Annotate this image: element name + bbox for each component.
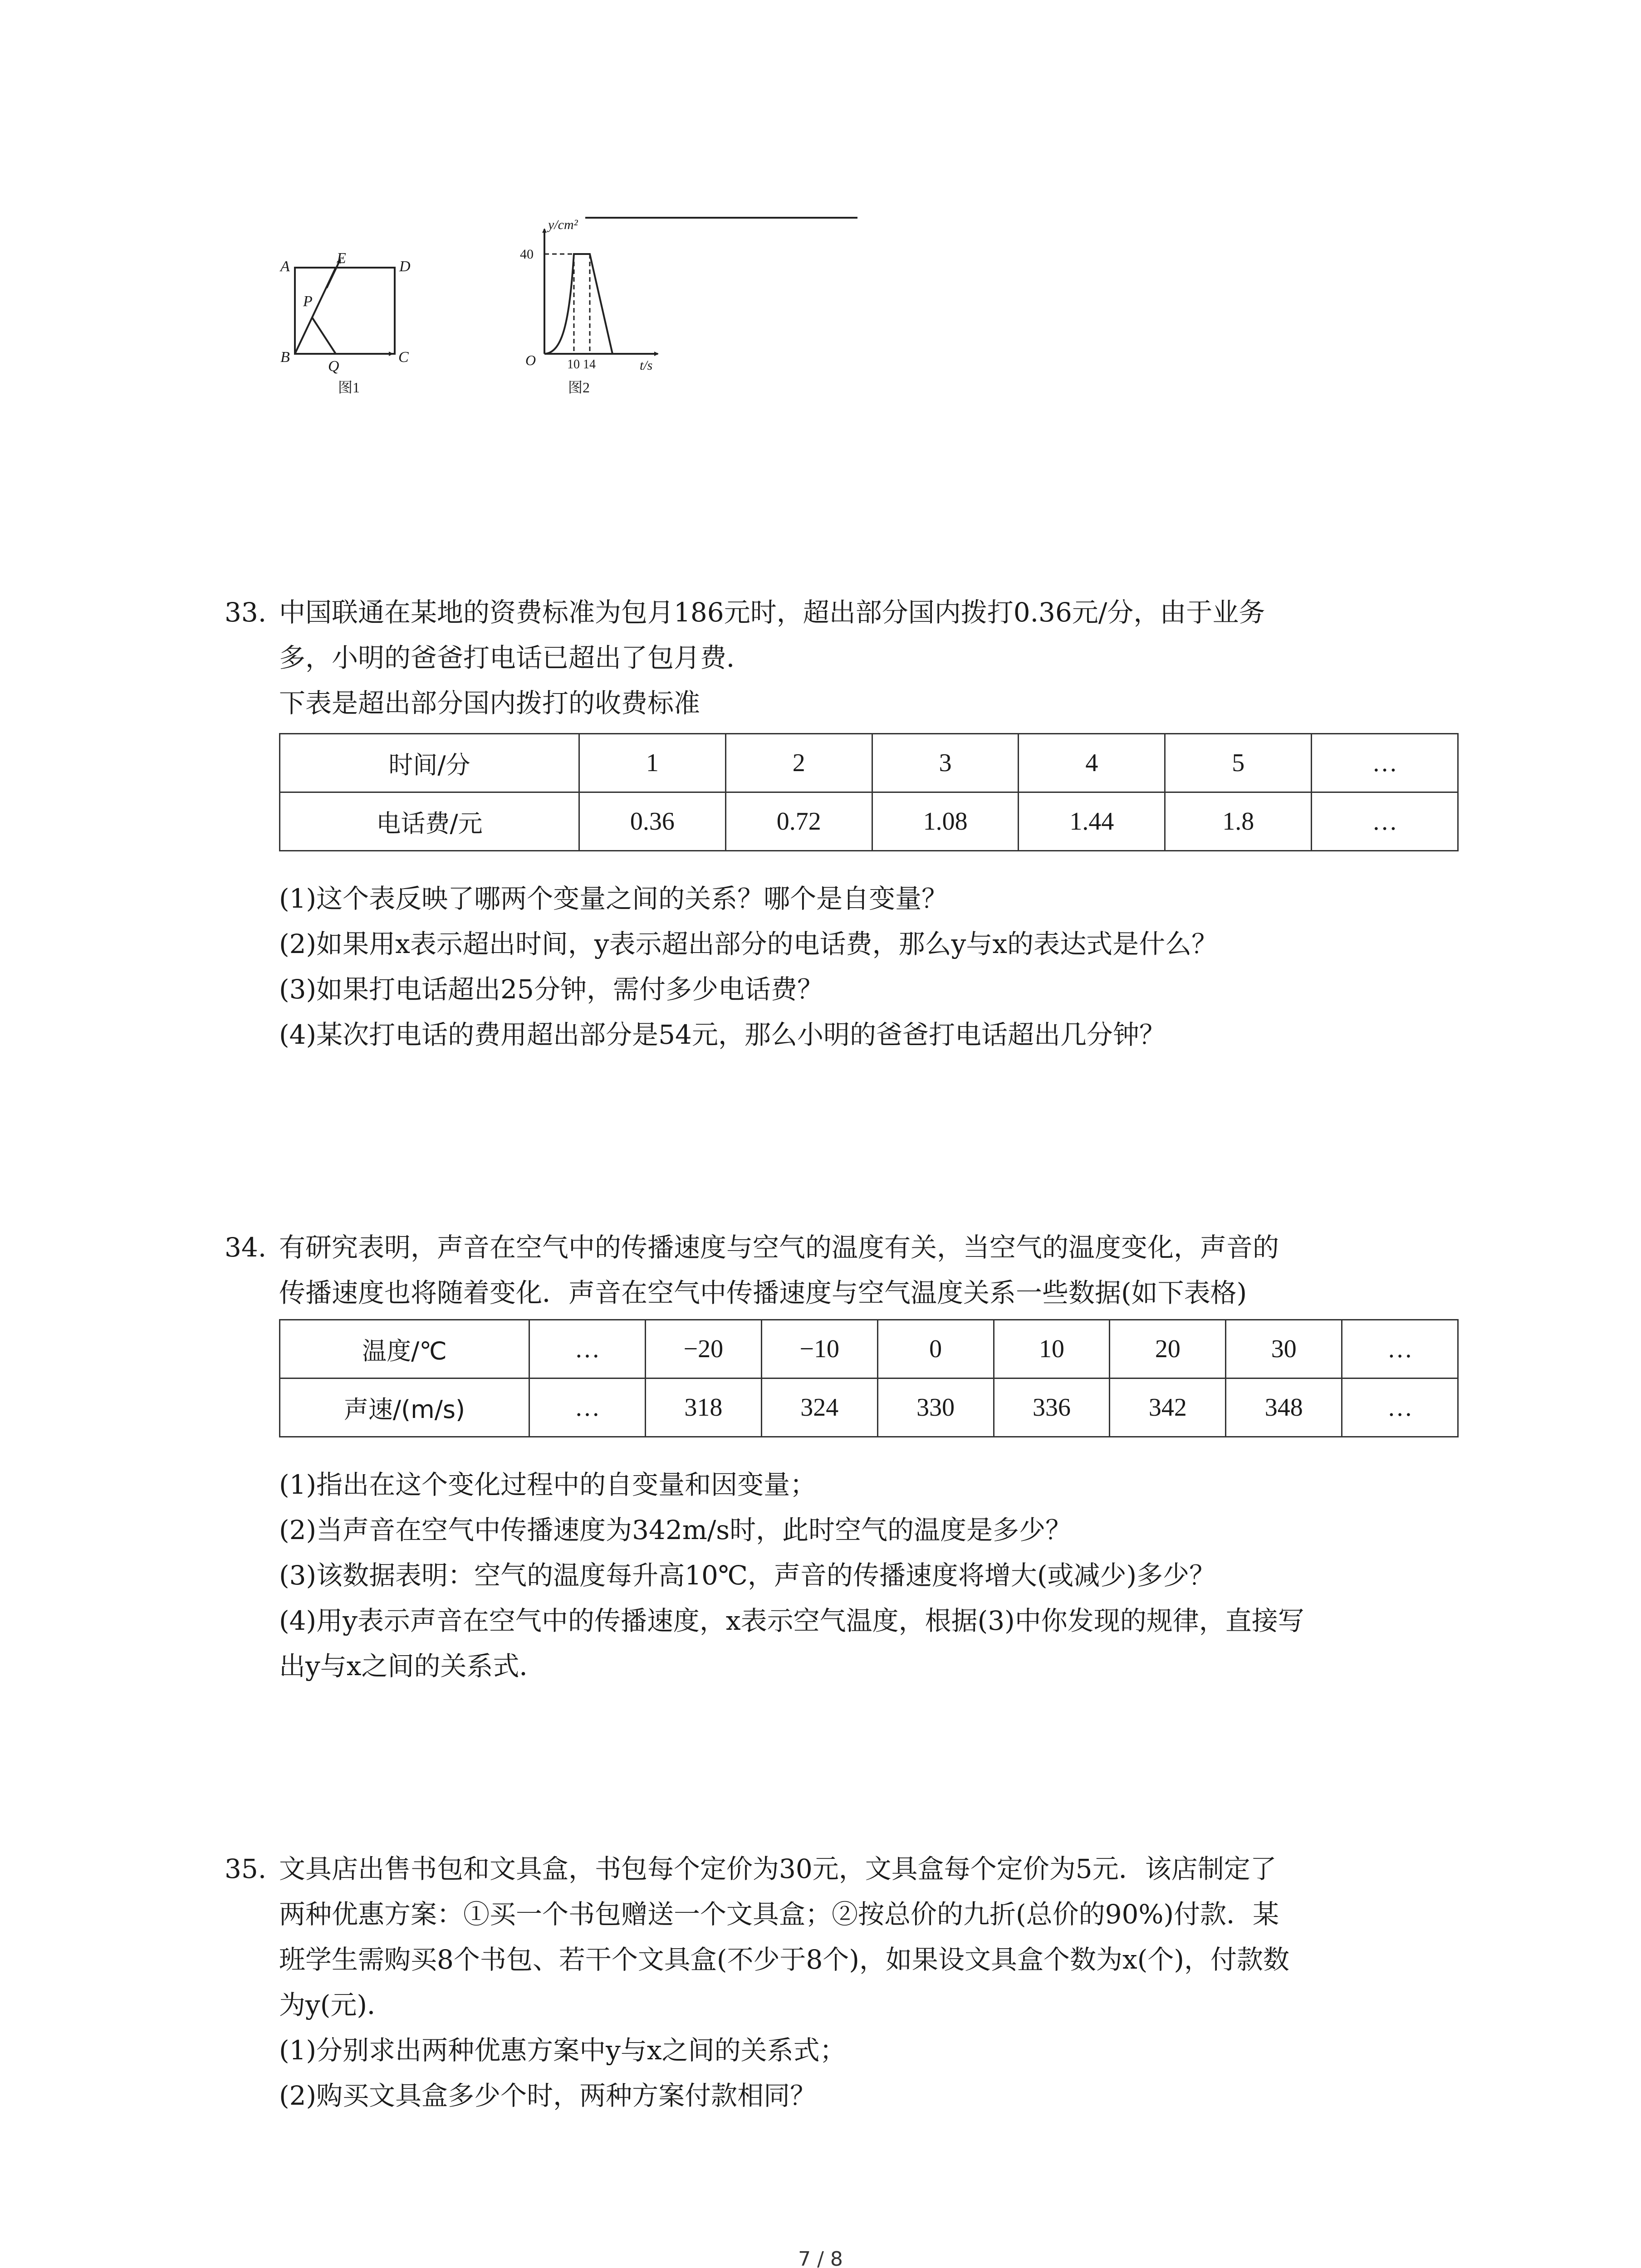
- caption-fig2: 图2: [568, 379, 590, 396]
- q33-cell: …: [1312, 734, 1458, 792]
- q34-cell: 342: [1110, 1378, 1226, 1437]
- question-33: [225, 590, 1468, 1057]
- q33-table: [279, 733, 1459, 851]
- q34-text-1: 有研究表明，声音在空气中的传播速度与空气的温度有关，当空气的温度变化，声音的: [279, 1232, 1279, 1263]
- q34-sub-2: (2)当声音在空气中传播速度为342m/s时，此时空气的温度是多少？: [279, 1515, 1072, 1545]
- q35-line-1: [225, 1846, 1468, 1892]
- q33-cell: …: [1312, 792, 1458, 851]
- q33-cell: 0.36: [579, 792, 726, 851]
- q33-table-data-row: [280, 792, 1458, 851]
- label-d: D: [399, 258, 411, 275]
- label-q: Q: [328, 358, 339, 375]
- q33-cell: 4: [1019, 734, 1165, 792]
- q33-cell: 时间/分: [280, 734, 579, 792]
- q33-cell: 1: [579, 734, 726, 792]
- q33-sub-1: (1)这个表反映了哪两个变量之间的关系？哪个是自变量？: [279, 883, 948, 914]
- q34-cell: 30: [1226, 1320, 1342, 1378]
- x-axis-label: t/s: [640, 358, 653, 373]
- q33-cell: 1.08: [872, 792, 1019, 851]
- label-c: C: [398, 349, 409, 366]
- q34-cell: 温度/℃: [280, 1320, 529, 1378]
- q33-sub-3: (3)如果打电话超出25分钟，需付多少电话费？: [279, 974, 823, 1005]
- q35-number: 35.: [225, 1853, 267, 1884]
- q34-line-1: [225, 1225, 1468, 1270]
- y-axis-label: y/cm²: [548, 217, 578, 232]
- q33-table-header-row: [280, 734, 1458, 792]
- q35-line-4: 为y(元)．: [279, 1989, 394, 2020]
- q33-line-1: [225, 590, 1468, 635]
- label-b: B: [280, 349, 290, 366]
- x-ticks: 10 14: [567, 357, 596, 371]
- q34-table: [279, 1319, 1459, 1437]
- segment-pq: [312, 318, 336, 354]
- q34-cell: …: [529, 1320, 646, 1378]
- figure-diagrams: [263, 209, 898, 408]
- figure-2: [520, 217, 658, 396]
- figures: [263, 209, 898, 408]
- q33-cell: 电话费/元: [280, 792, 579, 851]
- q33-number: 33.: [225, 597, 267, 628]
- q34-cell: −20: [645, 1320, 761, 1378]
- q34-sub-1: (1)指出在这个变化过程中的自变量和因变量；: [279, 1469, 817, 1500]
- q34-cell: 324: [761, 1378, 877, 1437]
- q33-cell: 3: [872, 734, 1019, 792]
- q34-sub-3: (3)该数据表明：空气的温度每升高10℃，声音的传播速度将增大(或减少)多少？: [279, 1560, 1216, 1591]
- q34-cell: −10: [761, 1320, 877, 1378]
- q33-cell: 5: [1165, 734, 1312, 792]
- q34-cell: 336: [994, 1378, 1110, 1437]
- q34-cell: 318: [645, 1378, 761, 1437]
- figure-1: [279, 250, 411, 396]
- q34-sub-4-cont: 出y与x之间的关系式．: [279, 1651, 546, 1681]
- origin-label: O: [525, 352, 536, 368]
- caption-fig1: 图1: [338, 379, 360, 396]
- q35-line-3: 班学生需购买8个书包、若干个文具盒(不少于8个)，如果设文具盒个数为x(个)，付款数: [279, 1944, 1290, 1975]
- q33-text-1: 中国联通在某地的资费标准为包月186元时，超出部分国内拨打0.36元/分，由于业务: [279, 597, 1265, 628]
- q34-cell: …: [1342, 1378, 1458, 1437]
- label-p: P: [303, 293, 313, 310]
- q35-sub-2: (2)购买文具盒多少个时，两种方案付款相同？: [279, 2080, 817, 2111]
- q34-table-header-row: [280, 1320, 1458, 1378]
- q33-cell: 0.72: [725, 792, 872, 851]
- page-number: 7 / 8: [798, 2248, 843, 2268]
- question-34: [225, 1225, 1468, 1689]
- q34-cell: 330: [877, 1378, 994, 1437]
- q33-cell: 1.44: [1019, 792, 1165, 851]
- q33-cell: 1.8: [1165, 792, 1312, 851]
- y-tick-40: 40: [520, 247, 534, 262]
- q33-sub-4: (4)某次打电话的费用超出部分是54元，那么小明的爸爸打电话超出几分钟？: [279, 1019, 1166, 1050]
- q35-line-2: 两种优惠方案：①买一个书包赠送一个文具盒；②按总价的九折(总价的90%)付款．某: [279, 1899, 1279, 1930]
- q35-text-1: 文具店出售书包和文具盒，书包每个定价为30元，文具盒每个定价为5元．该店制定了: [279, 1853, 1277, 1884]
- label-e: E: [337, 250, 346, 267]
- q34-cell: 348: [1226, 1378, 1342, 1437]
- q34-sub-4: (4)用y表示声音在空气中的传播速度，x表示空气温度，根据(3)中你发现的规律，直接写: [279, 1605, 1304, 1636]
- q34-cell: 声速/(m/s): [280, 1378, 529, 1437]
- q33-line-3: 下表是超出部分国内拨打的收费标准: [279, 688, 700, 719]
- q33-line-2: 多，小明的爸爸打电话已超出了包月费．: [279, 642, 753, 673]
- question-35: [225, 1846, 1468, 2118]
- q34-cell: 0: [877, 1320, 994, 1378]
- label-a: A: [280, 258, 290, 275]
- q34-cell: 10: [994, 1320, 1110, 1378]
- q34-table-data-row: [280, 1378, 1458, 1437]
- q33-sub-2: (2)如果用x表示超出时间，y表示超出部分的电话费，那么y与x的表达式是什么？: [279, 929, 1218, 959]
- q33-cell: 2: [725, 734, 872, 792]
- rectangle-abcd: [295, 268, 395, 354]
- area-curve: [544, 254, 612, 354]
- q34-number: 34.: [225, 1232, 267, 1263]
- q34-cell: 20: [1110, 1320, 1226, 1378]
- q34-line-2: 传播速度也将随着变化．声音在空气中传播速度与空气温度关系一些数据(如下表格): [279, 1277, 1247, 1308]
- q34-cell: …: [529, 1378, 646, 1437]
- q35-sub-1: (1)分别求出两种优惠方案中y与x之间的关系式；: [279, 2035, 846, 2066]
- q34-cell: …: [1342, 1320, 1458, 1378]
